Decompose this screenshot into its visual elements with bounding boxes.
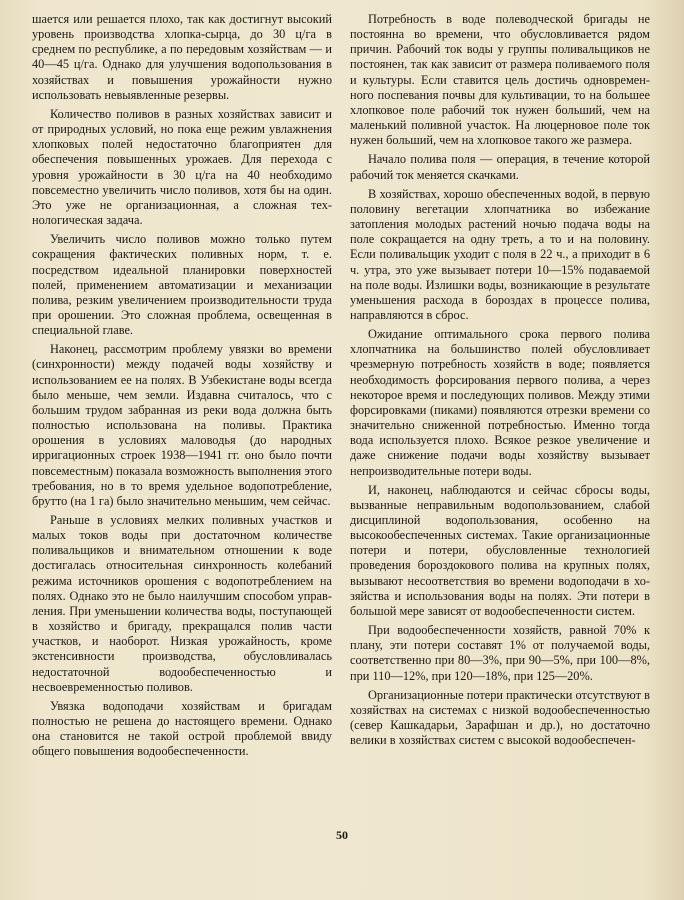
paragraph: Увязка водоподачи хозяйствам и бригадам полностью не решена до настоящего времени. Однако она становится не такой острой проблемой ввиду общего повышения водообеспеченности. <box>32 698 332 759</box>
paragraph: шается или решается плохо, так как достигнут высокий уровень производства хлопка-сырца, до 30 ц/га в среднем по республике, а по передовым хозяйствам — и 40—45 ц/га. Однако для улучшения водопользования в хозяйствах и повышения урожайности нужно использовать невыявленные резервы. <box>32 12 332 102</box>
paragraph: Ожидание оптимального срока первого полива хлопчатника на большинство полей обусловливает чрезмерную потребность хозяйств в воде; появляется необходимость форсирования первого полива, а через некоторое время и последующих поливов. Между этими форсировками (пиками) появляются отрезки времени со значительно сниженной потребностью. Именно тогда вода используется плохо. Всякое резкое увеличение и даже снижение подачи воды хозяйству вызывает непроизводительные потери воды. <box>350 327 650 478</box>
paragraph: Раньше в условиях мелких поливных участков и малых токов воды при достаточном количестве поливальщиков и внимательном отношении к воде достигалась относительная синхронность колебаний режима источников орошения с водопотреблением на полях. Однако это не было наилучшим способом управления. При уменьшении количества воды, поступающей в хозяйство и бригаду, прекращался полив части участков, и наоборот. Низкая урожайность, кроме экстенсивности производства, обусловливалась недостаточной водообеспеченностью и несвоевременностью поливов. <box>32 513 332 694</box>
paragraph: Наконец, рассмотрим проблему увязки во времени (синхронности) между подачей воды хозяйству и использованием ее на полях. В Узбекистане воды всегда было меньше, чем земли. Издавна считалось, что с большим трудом забранная из реки вода должна быть полностью использована на поливы. Практика орошения в условиях маловодья (до народных ирригационных строек 1938—1941 гг. оно было почти повсеместным) показала возможность выполнения этого требования, но в то время удельное водопотребление, брутто (на 1 га) было значительно меньшим, чем сейчас. <box>32 342 332 508</box>
paragraph: Увеличить число поливов можно только путем сокращения фактических поливных норм, т. е. посредством идеальной планировки поверхностей полей, применением автоматизации и механизации полива, резким увеличением производительности труда при орошении. Это сложная проблема, освещенная в специальной главе. <box>32 232 332 338</box>
right-column <box>350 12 650 752</box>
paragraph: Организационные потери практически отсутствуют в хозяйствах на системах с низкой водообеспеченностью (север Кашкадарьи, Зарафшан и др.), но достаточно велики в хозяйствах систем с высокой водообеспечен- <box>350 687 650 748</box>
paragraph: Потребность в воде полеводческой бригады не постоянна во времени, что обусловливается рядом причин. Рабочий ток воды у группы поливальщиков не постоянен, так как зависит от размера поливаемого поля и культуры. Если ставится цель достичь одновременного поспевания почвы для культивации, то на большее хлопковое поле рабочий ток нужен больший, чем на маленький поливной участок. На люцерновое поле ток нужен больший, чем на хлопковое такого же размера. <box>350 12 650 148</box>
paragraph: Начало полива поля — операция, в течение которой рабочий ток меняется скачками. <box>350 152 650 182</box>
page-number: 50 <box>336 828 348 842</box>
paragraph: Количество поливов в разных хозяйствах зависит и от природных условий, но пока еще режим увлажнения хлопковых полей недостаточно благоприятен для обеспечения повышенных урожаев. Для перехода с уровня урожайности в 30 ц/га на 40 необходимо повсеместно увеличить число поливов, хотя бы на один. Это уже не организационная, а сложная технологическая задача. <box>32 106 332 228</box>
paragraph: В хозяйствах, хорошо обеспеченных водой, в первую половину вегетации хлопчатника во избежание затопления молодых растений ночью подача воды на поле сокращается на одну треть, а то и на половину. Если поливальщик уходит с поля в 22 ч., а приходит в 6 ч. утра, это уже вызывает потери 10—15% подаваемой на поле воды. Излишки воды, возникающие в результате уменьшения расхода в бороздах в процессе полива, направляются в сброс. <box>350 186 650 322</box>
paragraph: При водообеспеченности хозяйств, равной 70% к плану, эти потери составят 1% от получаемой воды, соответственно при 80—3%, при 90—5%, при 100—8%, при 110—12%, при 120—18%, при 125—20%. <box>350 623 650 683</box>
paragraph: И, наконец, наблюдаются и сейчас сбросы воды, вызванные неправильным водопользованием, слабой дисциплиной водопользования, особенно на высокообеспеченных системах. Такие организационные потери и потери, обусловленные технологией проведения бороздокового полива на крупных полях, вызывают несоответствия во времени водоподачи в хозяйства и использования воды на полях. Эти потери в большой мере зависят от водообеспеченности систем. <box>350 482 650 618</box>
left-column <box>32 12 332 764</box>
